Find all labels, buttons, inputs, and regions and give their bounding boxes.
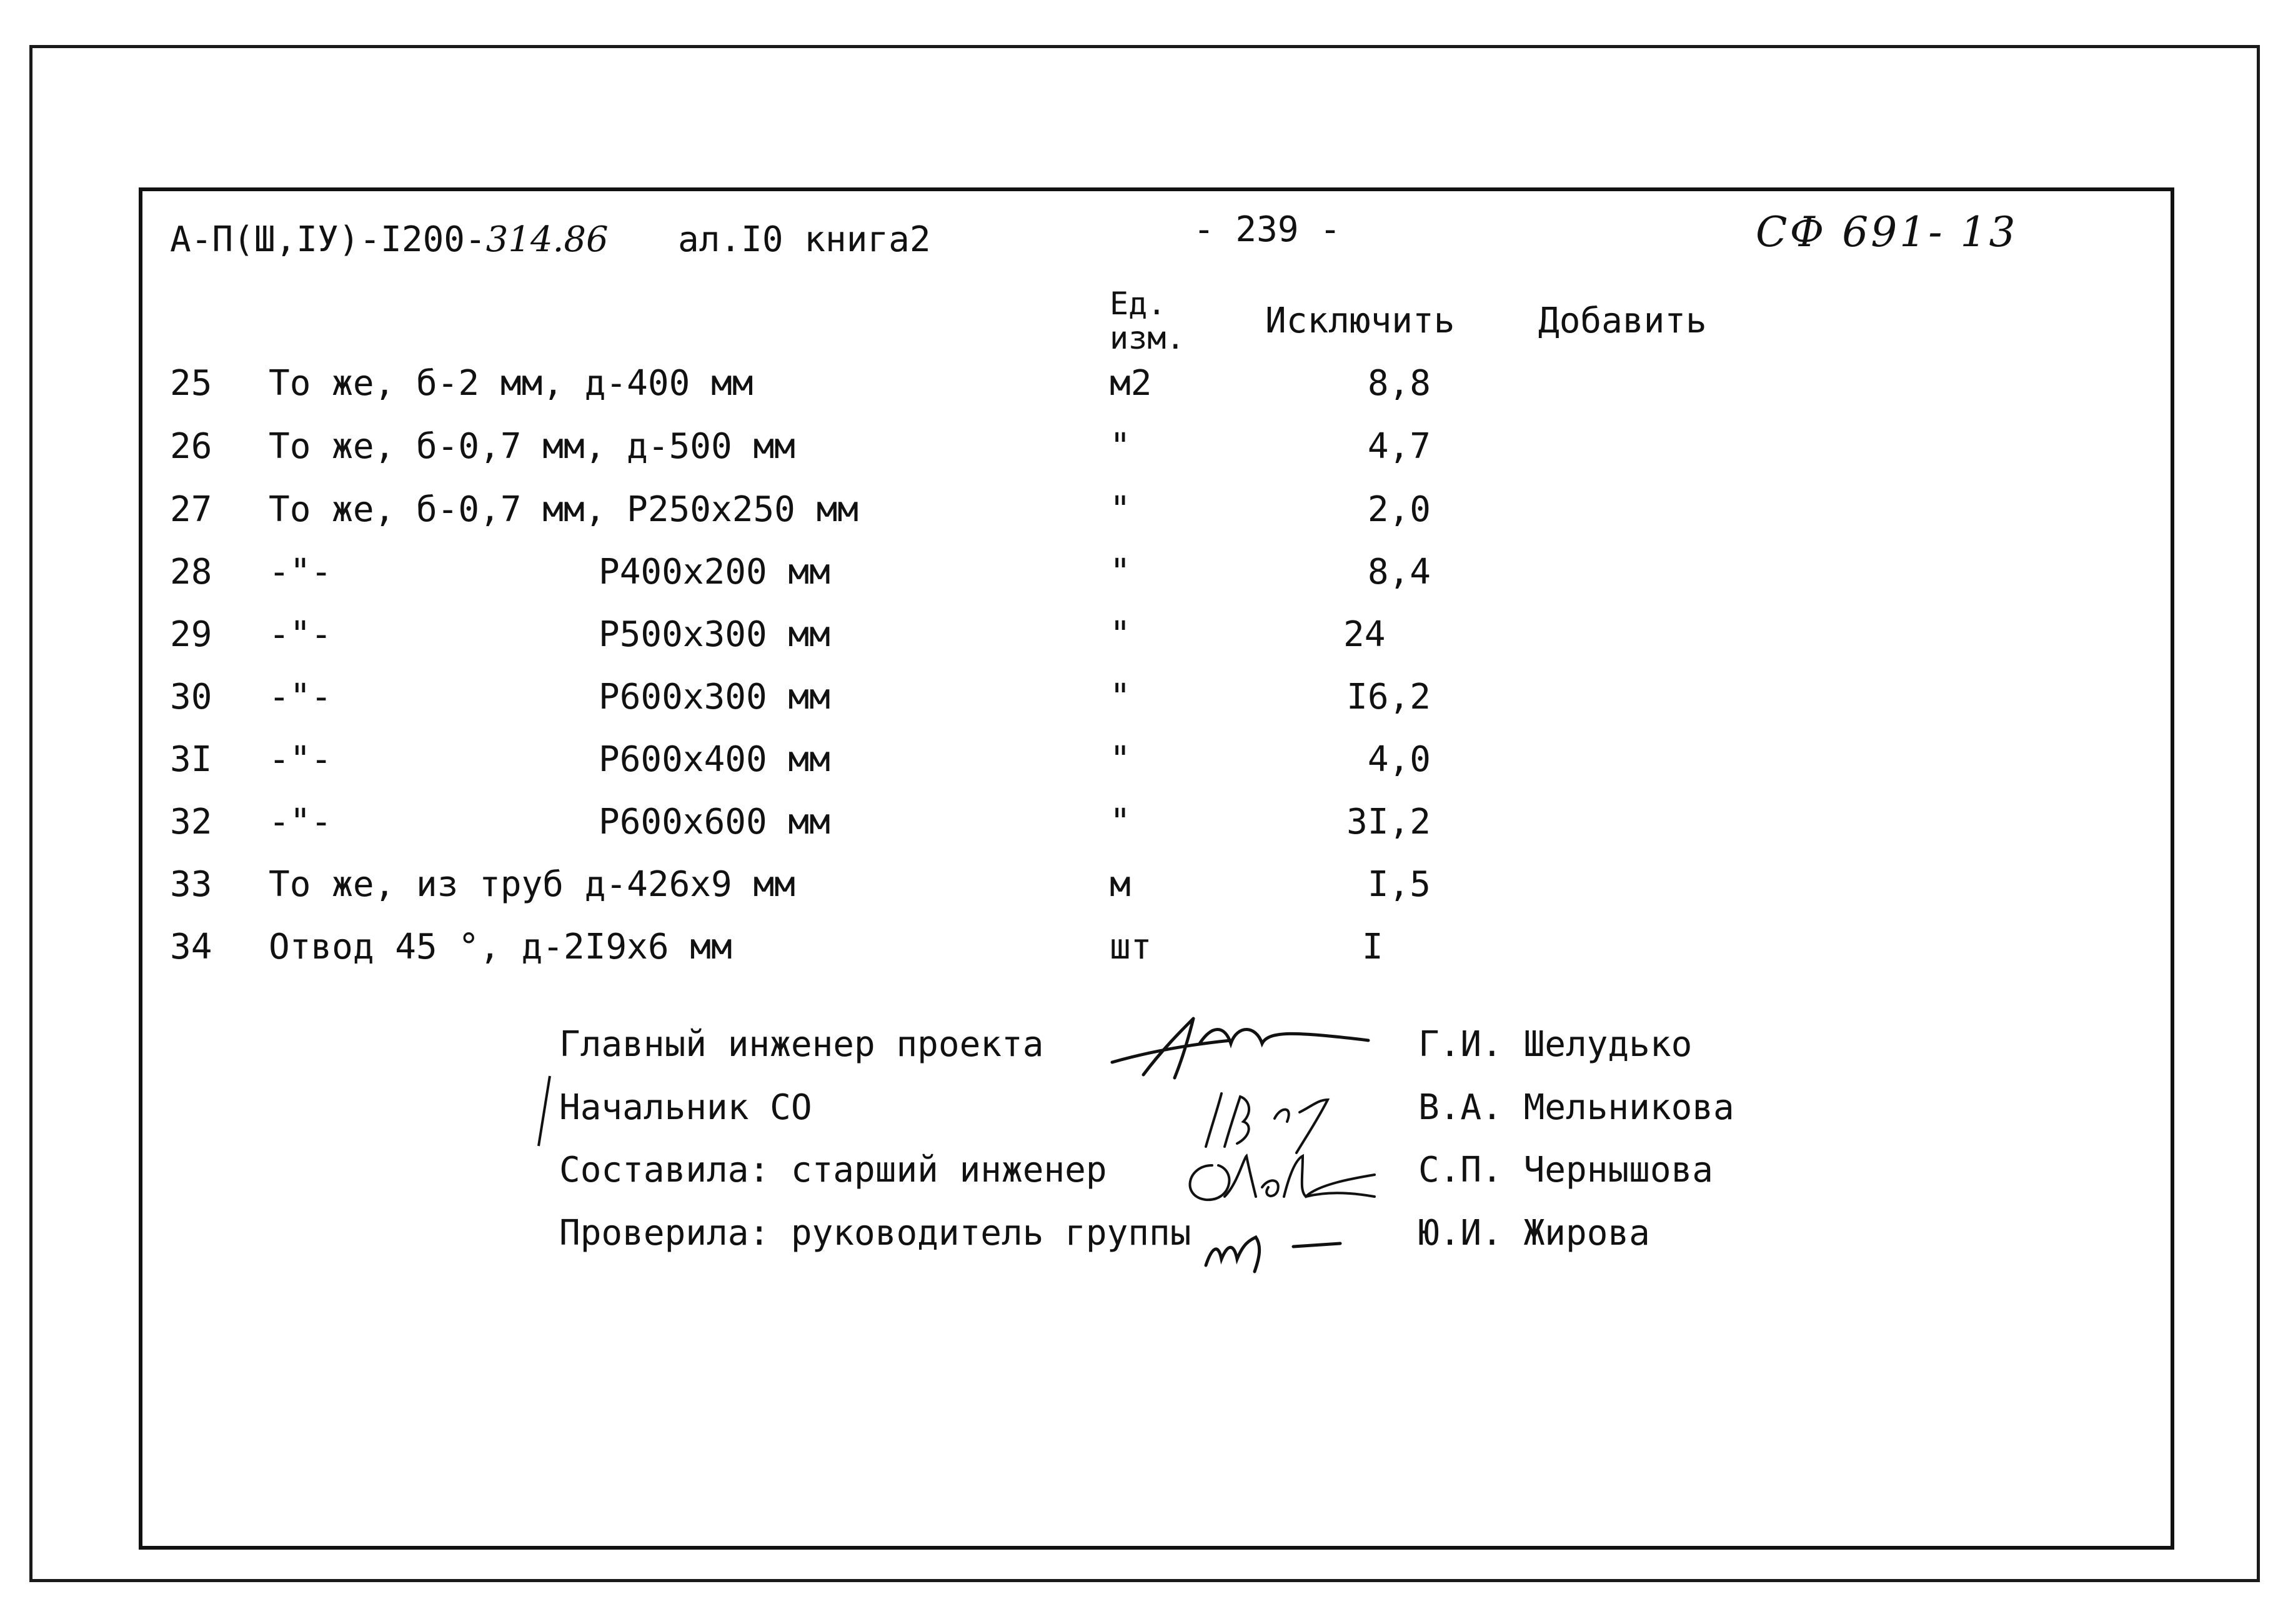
signature-mark-head-co — [1193, 1087, 1337, 1156]
row-name: То же, б-0,7 мм, Р250х250 мм — [269, 489, 859, 530]
signature-row — [0, 1213, 2288, 1253]
table-row — [0, 865, 2288, 905]
row-unit: м — [1110, 864, 1131, 905]
row-name: -"- — [269, 739, 332, 780]
row-unit: шт — [1110, 927, 1152, 967]
table-row — [0, 490, 2288, 530]
row-exclude: 8,8 — [1367, 363, 1431, 404]
signature-person: В.А. Мельникова — [1418, 1087, 1734, 1128]
row-number: 26 — [170, 426, 212, 467]
signature-person: Ю.И. Жирова — [1418, 1213, 1650, 1253]
row-unit: " — [1110, 677, 1131, 717]
row-name: То же, б-0,7 мм, д-500 мм — [269, 426, 795, 467]
signature-mark-checker — [1200, 1209, 1350, 1278]
row-unit: " — [1110, 802, 1131, 842]
row-number: 33 — [170, 864, 212, 905]
row-number: 27 — [170, 489, 212, 530]
row-name: Отвод 45 °, д-2I9х6 мм — [269, 927, 732, 967]
row-unit: " — [1110, 489, 1131, 530]
row-number: 3I — [170, 739, 212, 780]
signature-row — [0, 1088, 2288, 1128]
row-unit: м2 — [1110, 363, 1152, 404]
document-code-prefix: А-П(Ш,IУ)-I200- — [170, 219, 486, 260]
row-number: 28 — [170, 552, 212, 592]
row-name: -"- — [269, 552, 332, 592]
column-header-add: Добавить — [1538, 301, 1707, 341]
signature-role: Начальник СО — [559, 1087, 812, 1128]
table-row — [0, 677, 2288, 717]
row-unit: " — [1110, 614, 1131, 655]
row-exclude: 3I,2 — [1346, 802, 1431, 842]
document-code — [170, 220, 609, 260]
row-number: 29 — [170, 614, 212, 655]
table-row — [0, 427, 2288, 467]
row-number: 25 — [170, 363, 212, 404]
page-number: - 239 - — [1193, 209, 1341, 250]
row-unit: " — [1110, 552, 1131, 592]
signature-person: Г.И. Шелудько — [1418, 1024, 1693, 1065]
row-dimension: Р600х300 мм — [599, 677, 830, 717]
table-row — [0, 615, 2288, 655]
archive-code: СФ 691- 13 — [1756, 208, 2018, 256]
signature-role: Главный инженер проекта — [559, 1024, 1044, 1065]
document-code-suffix: 314.86 — [485, 219, 609, 260]
signature-mark-compiler — [1168, 1147, 1381, 1215]
row-name: -"- — [269, 614, 332, 655]
row-exclude: 24 — [1343, 614, 1386, 655]
table-row — [0, 802, 2288, 842]
row-number: 30 — [170, 677, 212, 717]
signature-mark-chief-engineer — [1106, 1006, 1375, 1087]
row-exclude: I6,2 — [1346, 677, 1431, 717]
table-row — [0, 927, 2288, 967]
column-header-exclude: Исключить — [1265, 301, 1455, 341]
row-dimension: Р400х200 мм — [599, 552, 830, 592]
signature-person: С.П. Чернышова — [1418, 1150, 1714, 1190]
signature-role: Проверила: руководитель группы — [559, 1213, 1191, 1253]
row-name: -"- — [269, 802, 332, 842]
album-label: ал.I0 книга2 — [678, 219, 931, 260]
column-header-unit-line2: изм. — [1110, 320, 1185, 356]
column-header-unit-line1: Ед. — [1110, 286, 1166, 322]
row-name: То же, б-2 мм, д-400 мм — [269, 363, 754, 404]
row-number: 34 — [170, 927, 212, 967]
row-number: 32 — [170, 802, 212, 842]
row-name: То же, из труб д-426х9 мм — [269, 864, 795, 905]
table-row — [0, 552, 2288, 592]
table-row — [0, 364, 2288, 404]
row-dimension: Р600х600 мм — [599, 802, 830, 842]
row-exclude: 4,0 — [1367, 739, 1431, 780]
row-exclude: 2,0 — [1367, 489, 1431, 530]
row-unit: " — [1110, 739, 1131, 780]
row-exclude: 8,4 — [1367, 552, 1431, 592]
row-exclude: I — [1362, 927, 1383, 967]
row-unit: " — [1110, 426, 1131, 467]
table-row — [0, 740, 2288, 780]
row-dimension: Р500х300 мм — [599, 614, 830, 655]
row-name: -"- — [269, 677, 332, 717]
signature-role: Составила: старший инженер — [559, 1150, 1107, 1190]
signature-row — [0, 1150, 2288, 1190]
row-exclude: 4,7 — [1367, 426, 1431, 467]
row-exclude: I,5 — [1367, 864, 1431, 905]
row-dimension: Р600х400 мм — [599, 739, 830, 780]
